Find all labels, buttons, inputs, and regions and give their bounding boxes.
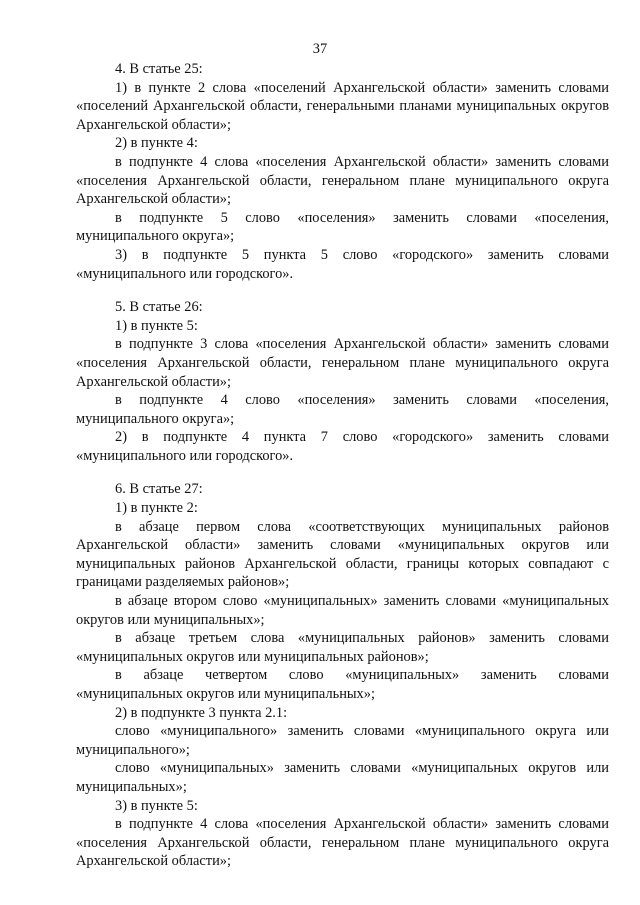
paragraph: 2) в пункте 4: (115, 135, 198, 152)
paragraph: в абзаце четвертом слово «муниципальных» заменить словами «муниципальных округов или муниципальных»; (76, 667, 609, 702)
section-article-25 (76, 60, 609, 283)
page-number: 37 (312, 41, 328, 57)
paragraph: 2) в подпункте 4 пункта 7 слово «городского» заменить словами «муниципального или городского». (76, 429, 609, 464)
paragraph: 3) в подпункте 5 пункта 5 слово «городского» заменить словами «муниципального или городского». (76, 246, 609, 282)
paragraph: 3) в пункте 5: (115, 797, 198, 814)
paragraph: 1) в пункте 2 слова «поселений Архангельской области» заменить словами «поселений Архангельской области, генеральными планами муниципальных округов Архангельской области»; (76, 79, 609, 133)
paragraph: в подпункте 5 слово «поселения» заменить словами «поселения, муниципального округа»; (76, 209, 609, 245)
section-heading: 6. В статье 27: (115, 481, 203, 498)
section-article-27 (76, 480, 609, 870)
section-spacer (76, 283, 609, 298)
paragraph: слово «муниципального» заменить словами «муниципального округа или муниципального»; (76, 723, 609, 758)
paragraph: в абзаце третьем слова «муниципальных районов» заменить словами «муниципальных округов или муниципальных районов»; (76, 630, 609, 665)
document-body (76, 60, 609, 871)
section-article-26 (76, 298, 609, 465)
paragraph: в подпункте 3 слова «поселения Архангельской области» заменить словами «поселения Архангельской области, генеральном плане муниципального округа Архангельской области»; (76, 336, 609, 390)
paragraph: в подпункте 4 слово «поселения» заменить словами «поселения, муниципального округа»; (76, 392, 609, 427)
section-heading: 5. В статье 26: (115, 299, 203, 316)
section-spacer (76, 465, 609, 480)
paragraph: в абзаце втором слово «муниципальных» заменить словами «муниципальных округов или муниципальных»; (76, 593, 609, 628)
paragraph: в подпункте 4 слова «поселения Архангельской области» заменить словами «поселения Архангельской области, генеральном плане муниципального округа Архангельской области»; (76, 153, 609, 208)
paragraph: 1) в пункте 5: (115, 317, 198, 334)
paragraph: 2) в подпункте 3 пункта 2.1: (115, 704, 288, 721)
paragraph: 1) в пункте 2: (115, 500, 198, 517)
paragraph: слово «муниципальных» заменить словами «муниципальных округов или муниципальных»; (76, 760, 609, 795)
paragraph: в подпункте 4 слова «поселения Архангельской области» заменить словами «поселения Архангельской области, генеральном плане муниципального округа Архангельской области»; (76, 816, 609, 870)
paragraph: в абзаце первом слова «соответствующих муниципальных районов Архангельской области» заменить словами «муниципальных округов или муниципальных районов Архангельской области, границы которых совпадают с границами разделяемых районов»; (76, 518, 609, 591)
section-heading: 4. В статье 25: (115, 61, 203, 77)
